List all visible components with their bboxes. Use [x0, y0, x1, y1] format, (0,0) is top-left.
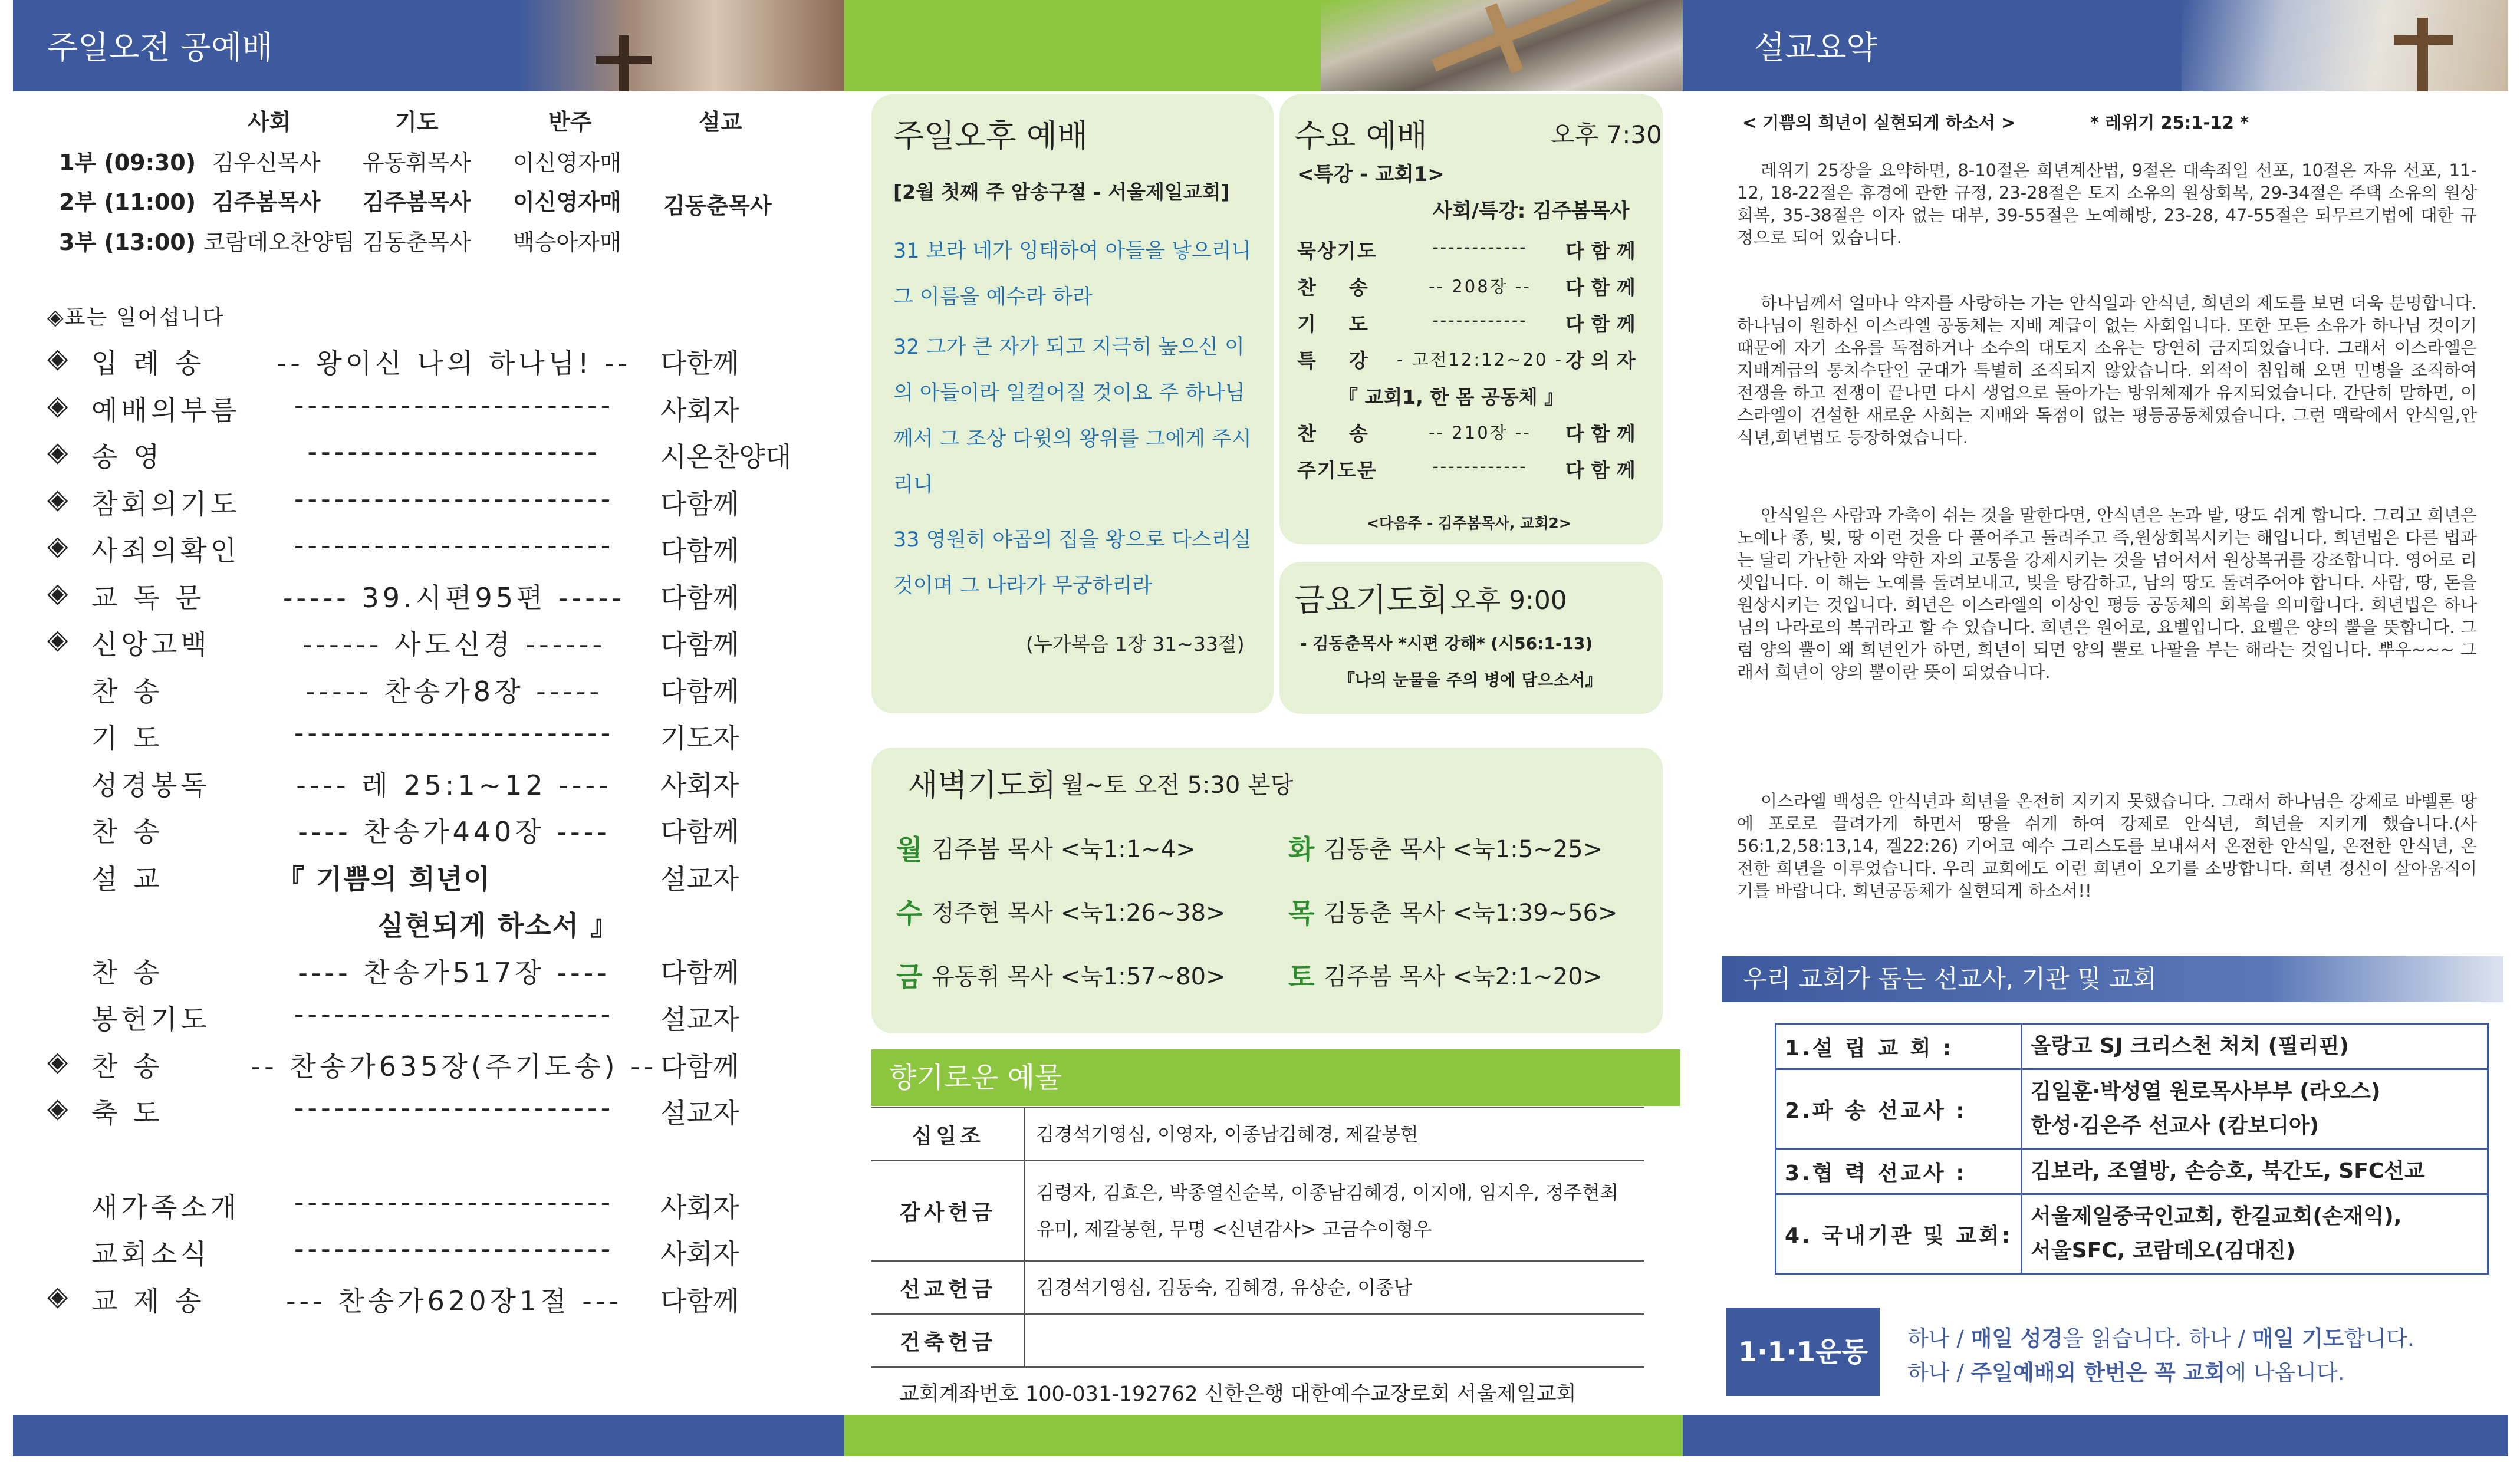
- schedule-header-prayer: 기도: [395, 109, 439, 135]
- offering-names: 김령자, 김효은, 박종열신순복, 이종남김혜경, 이지애, 임지우, 정주현최유미, 제갈봉현, 무명 <신년감사> 고금수이형우: [1025, 1161, 1644, 1261]
- standing-mark: ◈: [47, 1092, 72, 1124]
- friday-prayer-title: 금요기도회: [1294, 581, 1448, 618]
- dawn-leader-passage: 김동춘 목사 <눅1:39~56>: [1324, 900, 1618, 927]
- order-item-detail: -- 찬송가635장(주기도송) --: [251, 1050, 657, 1082]
- order-item: [47, 764, 796, 805]
- schedule-accompanist-1: 이신영자매: [513, 150, 621, 176]
- order-item: [47, 1092, 796, 1133]
- schedule-prayer-1: 유동휘목사: [363, 150, 471, 176]
- standing-note: ◈표는 일어섭니다: [47, 305, 225, 330]
- wednesday-item-name: 기 도: [1297, 312, 1369, 335]
- offering-label: 감사헌금: [871, 1161, 1025, 1261]
- standing-mark: ◈: [47, 1045, 72, 1077]
- schedule-host-3: 코람데오찬양팀: [203, 229, 355, 255]
- movement-line-1: [1907, 1321, 2414, 1352]
- mission-entries: 김일훈·박성열 원로목사부부 (라오스) 한성·김은주 선교사 (캄보디아): [2022, 1069, 2488, 1149]
- order-item-detail: ----------------------: [307, 436, 601, 467]
- wednesday-item-detail: ------------: [1432, 237, 1528, 257]
- schedule-prayer-2: 김주봄목사: [363, 189, 471, 215]
- order-item: [47, 577, 796, 618]
- order-item-detail: ---- 레 25:1~12 ----: [296, 769, 612, 801]
- standing-mark: ◈: [47, 436, 72, 467]
- order-item-leader: 사회자: [660, 769, 739, 801]
- schedule-host-1: 김우신목사: [212, 150, 321, 176]
- offering-names: [1025, 1314, 1644, 1367]
- order-item-name: 참회의기도: [91, 488, 241, 520]
- order-item-detail: ----- 찬송가8장 -----: [305, 675, 603, 707]
- order-item-name: 찬 송: [91, 1050, 163, 1082]
- header-photo-left: [519, 0, 844, 91]
- wednesday-next-week: <다음주 - 김주봄목사, 교회2>: [1367, 515, 1571, 532]
- header-photo-right: [2182, 0, 2508, 91]
- order-item-name: 축 도: [91, 1097, 163, 1129]
- dawn-leader-passage: 김주봄 목사 <눅1:1~4>: [932, 836, 1196, 863]
- dawn-day: 목: [1288, 897, 1315, 929]
- wednesday-item-name: 주기도문: [1297, 459, 1377, 482]
- order-item-leader: 설교자: [660, 1003, 739, 1035]
- order-item-leader: 기도자: [660, 722, 739, 754]
- offering-names: 김경석기영심, 김동숙, 김혜경, 유상순, 이종남: [1025, 1261, 1644, 1314]
- order-item-leader: 시온찬양대: [660, 441, 792, 473]
- order-item: [47, 998, 796, 1039]
- order-item: [47, 717, 796, 758]
- order-item-detail: ------------------------: [294, 388, 614, 421]
- order-item-detail: ------------------------: [294, 529, 614, 561]
- memory-verse-31: 31 보라 네가 잉태하여 아들을 낳으리니 그 이름을 예수라 하라: [893, 239, 1252, 309]
- dawn-leader-passage: 김동춘 목사 <눅1:5~25>: [1324, 836, 1603, 863]
- order-item: [47, 1186, 796, 1227]
- order-item-leader: 다함께: [660, 488, 739, 520]
- order-item: [47, 858, 796, 899]
- order-item-name: 교회소식: [91, 1238, 210, 1270]
- memory-verse-reference: (누가복음 1장 31~33절): [1026, 633, 1245, 656]
- footer-bar-middle: [844, 1415, 1683, 1456]
- wednesday-item-leader: 다 함 께: [1565, 276, 1636, 299]
- wednesday-item-name: 특 강: [1297, 349, 1369, 372]
- order-item-name: 찬 송: [91, 816, 163, 848]
- order-item: [47, 811, 796, 852]
- offering-label: 십일조: [871, 1108, 1025, 1161]
- order-item-leader: 사회자: [660, 1238, 739, 1270]
- wednesday-item-leader: 다 함 께: [1565, 239, 1636, 262]
- schedule-accompanist-3: 백승아자매: [513, 229, 621, 255]
- dawn-prayer-time: 월~토 오전 5:30 본당: [1061, 772, 1294, 799]
- schedule-service-3: 3부 (13:00): [59, 229, 196, 255]
- missions-header: 우리 교회가 돕는 선교사, 기관 및 교회: [1722, 956, 2503, 1002]
- order-item-detail: ------------------------: [294, 1186, 614, 1218]
- order-item-detail: ---- 찬송가440장 ----: [298, 816, 610, 848]
- order-item-name: 송 영: [91, 441, 163, 473]
- standing-mark: ◈: [47, 388, 72, 421]
- order-item: [47, 1045, 796, 1086]
- order-item-name: 설 교: [91, 862, 163, 895]
- memory-verse-subtitle: [2월 첫째 주 암송구절 - 서울제일교회]: [893, 180, 1230, 203]
- offering-label: 선교헌금: [871, 1261, 1025, 1314]
- order-item-name: 찬 송: [91, 956, 163, 989]
- order-item: [47, 483, 796, 524]
- movement-line-2: [1907, 1355, 2345, 1387]
- order-item-name: 예배의부름: [91, 394, 241, 426]
- dawn-day: 월: [896, 834, 923, 865]
- order-item: [47, 342, 796, 383]
- order-item: [47, 389, 796, 430]
- wednesday-special-label: <특강 - 교회1>: [1297, 163, 1445, 186]
- wednesday-item-name: 묵상기도: [1297, 239, 1377, 262]
- order-item-leader: 사회자: [660, 1191, 739, 1223]
- schedule-header-host: 사회: [248, 109, 291, 135]
- order-item-detail: 『 기쁨의 희년이: [277, 862, 491, 895]
- memory-verse-33: 33 영원히 야곱의 집을 왕으로 다스리실 것이며 그 나라가 무궁하리라: [893, 528, 1252, 598]
- order-item: [47, 436, 796, 477]
- standing-mark: ◈: [47, 342, 72, 374]
- wednesday-item-detail: -- 208장 --: [1429, 276, 1531, 297]
- mission-entries: 서울제일중국인교회, 한길교회(손재익), 서울SFC, 코람데오(김대진): [2022, 1194, 2488, 1274]
- wednesday-item-leader: 다 함 께: [1565, 459, 1636, 482]
- footer-bar-left: [13, 1415, 844, 1456]
- order-item-name: 성경봉독: [91, 769, 210, 801]
- order-item: [47, 1280, 796, 1321]
- movement-line-1-c: 을 읽습니다. 하나 /: [2062, 1326, 2252, 1351]
- mission-category: 1.설 립 교 회 :: [1776, 1024, 2022, 1069]
- friday-prayer-theme: 『나의 눈물을 주의 병에 담으소서』: [1338, 670, 1602, 690]
- mission-row: [1776, 1149, 2488, 1194]
- order-item-detail: ------ 사도신경 ------: [302, 628, 606, 660]
- standing-mark: ◈: [47, 623, 72, 655]
- wednesday-item-leader: 다 함 께: [1565, 422, 1636, 445]
- dawn-day: 화: [1288, 834, 1315, 865]
- header-title-right: 설교요약: [1754, 29, 1877, 66]
- mission-category: 2.파 송 선교사 :: [1776, 1069, 2022, 1149]
- offering-names: 김경석기영심, 이영자, 이종남김혜경, 제갈봉현: [1025, 1108, 1644, 1161]
- standing-mark: ◈: [47, 482, 72, 515]
- movement-line-1-e: 합니다.: [2344, 1326, 2414, 1351]
- order-item-name: 찬 송: [91, 675, 163, 707]
- wednesday-service-title: 수요 예배: [1294, 117, 1427, 154]
- order-item-name: 교 독 문: [91, 581, 205, 614]
- offering-row: [871, 1314, 1644, 1367]
- wednesday-item-detail: - 고전12:12~20 -: [1396, 350, 1564, 370]
- order-item-leader: 다한께: [660, 347, 739, 379]
- order-item-detail: ------------------------: [294, 998, 614, 1030]
- order-item-leader: 사회자: [660, 394, 739, 426]
- order-item-detail: ------------------------: [294, 482, 614, 515]
- friday-prayer-speaker: - 김동춘목사 *시편 강해* (시56:1-13): [1300, 634, 1593, 653]
- order-item-name: 교 제 송: [91, 1285, 205, 1317]
- dawn-day: 수: [896, 897, 923, 929]
- order-item-leader: 다함께: [660, 675, 739, 707]
- order-item-name: 봉헌기도: [91, 1003, 210, 1035]
- memory-verse-32: 32 그가 큰 자가 되고 지극히 높으신 이의 아들이라 일컬어질 것이요 주 하나님께서 그 조상 다윗의 왕위를 그에게 주시리니: [893, 335, 1252, 497]
- order-item: [47, 904, 796, 946]
- order-item-leader: 다함께: [660, 1285, 739, 1317]
- order-item-detail: --- 찬송가620장1절 ---: [285, 1285, 623, 1317]
- order-item-detail: ------------------------: [294, 1092, 614, 1124]
- afternoon-service-title: 주일오후 예배: [893, 117, 1088, 154]
- movement-church-attendance: 주일예배외 한번은 꼭 교회: [1970, 1360, 2226, 1385]
- wednesday-item-name: 찬 송: [1297, 276, 1369, 299]
- movement-bible-reading: 매일 성경: [1970, 1326, 2063, 1351]
- dawn-leader-passage: 김주봄 목사 <눅2:1~20>: [1324, 963, 1603, 990]
- sermon-paragraph-3: 안식일은 사람과 가축이 쉬는 것을 말한다면, 안식년은 논과 밭, 땅도 쉬게 합니다. 그리고 희년은 노예나 종, 빚, 땅 이런 것을 다 풀어주고 돌려주고 즉,원상회복시키는 해입니다. 희년법은 다른 법과는 달리 가난한 자와 약한 자의 고통을 강제시키는 것을 넘어서서 원상복귀를 강조합니다. 영어로 리셋입니다. 이 해는 노예를 돌려보내고, 빚을 탕감하고, 남의 땅도 돌려주어야 합니다. 사람, 땅, 돈을 원상시키는 것입니다. 희년은 이스라엘의 이상인 평등 공동체의 회복을 의미합니다. 희년법은 하나님의 나라로의 복귀라고 할 수 있습니다. 희년은 원어로, 요벨입니다. 요벨은 양의 뿔을 뜻합니다. 그럼 양의 뿔이 왜 희년인가 하면, 희년이 되면 양의 뿔로 나팔을 부는 해라는 것입니다. 뿌우~~~ 그래서 희년이 양의 뿔이란 뜻이 되었습니다.: [1737, 505, 2477, 682]
- order-item-name: 사죄의확인: [91, 535, 241, 567]
- order-item-name: 신앙고백: [91, 628, 210, 660]
- order-item-name: 기 도: [91, 722, 163, 754]
- order-item: [47, 670, 796, 712]
- schedule-header-accompanist: 반주: [548, 109, 592, 135]
- offerings-header: 향기로운 예물: [871, 1049, 1680, 1106]
- mission-entries: 김보라, 조열방, 손승호, 북간도, SFC선교: [2022, 1149, 2488, 1194]
- offerings-table: [871, 1107, 1644, 1368]
- standing-mark: ◈: [47, 529, 72, 561]
- dawn-day: 금: [896, 961, 923, 993]
- wednesday-item-leader: 강 의 자: [1565, 349, 1636, 372]
- order-item-leader: 설교자: [660, 1097, 739, 1129]
- mission-row: [1776, 1069, 2488, 1149]
- sermon-paragraph-1: 레위기 25장을 요약하면, 8-10절은 희년계산법, 9절은 대속죄일 선포, 10절은 자유 선포, 11-12, 18-22절은 휴경에 관한 규정, 23-28절은 토지 소유의 원상회복, 29-34절은 주택 소유의 원상회복, 35-38절은 이자 없는 대부, 39-55절은 노예해방, 23-28, 47-55절은 되무르기법에 대한 규정으로 되어 있습니다.: [1737, 160, 2477, 248]
- mission-entries: 올랑고 SJ 크리스천 처치 (필리핀): [2022, 1024, 2488, 1069]
- order-item-leader: 다함께: [660, 816, 739, 848]
- header-title-left: 주일오전 공예배: [47, 29, 273, 66]
- church-account: 교회계좌번호 100-031-192762 신한은행 대한예수교장로회 서울제일교회: [899, 1382, 1577, 1406]
- movement-line-2-a: 하나 /: [1907, 1360, 1971, 1385]
- offering-label: 건축헌금: [871, 1314, 1025, 1367]
- offering-row: [871, 1108, 1644, 1161]
- schedule-accompanist-2: 이신영자매: [513, 189, 621, 215]
- order-item-detail: ----- 39.시편95편 -----: [282, 581, 626, 614]
- wednesday-item-detail: -- 210장 --: [1429, 423, 1531, 443]
- mission-category: 3.협 력 선교사 :: [1776, 1149, 2022, 1194]
- wednesday-item-detail: ------------: [1432, 310, 1528, 330]
- order-item-leader: 설교자: [660, 862, 739, 895]
- sermon-title: < 기쁨의 희년이 실현되게 하소서 >: [1742, 113, 2016, 133]
- order-item-detail: ------------------------: [294, 717, 614, 749]
- wednesday-service-time: 오후 7:30: [1551, 120, 1662, 149]
- mission-category: 4. 국내기관 및 교회:: [1776, 1194, 2022, 1274]
- schedule-header-preacher: 설교: [699, 109, 742, 135]
- order-item-detail: -- 왕이신 나의 하나님! --: [277, 347, 631, 379]
- movement-line-1-a: 하나 /: [1907, 1326, 1971, 1351]
- sermon-reference: * 레위기 25:1-12 *: [2090, 113, 2249, 133]
- footer-bar-right: [1683, 1415, 2508, 1456]
- schedule-host-2: 김주봄목사: [212, 189, 321, 215]
- order-item-detail: 실현되게 하소서 』: [377, 910, 619, 941]
- header-photo-middle: [1321, 0, 1683, 91]
- standing-mark: ◈: [47, 576, 72, 608]
- order-item-name: 입 례 송: [91, 347, 205, 379]
- order-item-leader: 다함께: [660, 535, 739, 567]
- order-item-name: 새가족소개: [91, 1191, 241, 1223]
- dawn-day: 토: [1288, 961, 1315, 993]
- schedule-service-1: 1부 (09:30): [59, 150, 196, 176]
- movement-prayer: 매일 기도: [2252, 1326, 2344, 1351]
- schedule-prayer-3: 김동춘목사: [363, 229, 471, 255]
- movement-line-2-c: 에 나옵니다.: [2225, 1360, 2345, 1385]
- schedule-preacher: 김동춘목사: [663, 193, 772, 219]
- offering-row: [871, 1261, 1644, 1314]
- offering-row: [871, 1161, 1644, 1261]
- sermon-paragraph-2: 하나님께서 얼마나 약자를 사랑하는 가는 안식일과 안식년, 희년의 제도를 보면 더욱 분명합니다. 하나님이 원하신 이스라엘 공동체는 지배 계급이 없는 사회입니다. 또한 모든 소유가 하나님 것이기 때문에 자기 소유를 독점하거나 소수의 대토지 소유는 당연히 금지되었습니다. 그래서 이스라엘은 지배계급의 통치수단인 군대가 특별히 조직되지 않았습니다. 외적이 침입해 오면 민병을 조직하여 전쟁을 하고 전쟁이 끝나면 다시 생업으로 돌아가는 방위체제가 유지되었습니다. 간단히 말하면, 이스라엘이 건설한 새로운 사회는 지배와 독점이 없는 평등공동체였습니다. 그런 맥락에서 안식일,안식년,희년법도 등장하였습니다.: [1737, 293, 2477, 447]
- mission-row: [1776, 1194, 2488, 1274]
- dawn-prayer-title: 새벽기도회: [908, 768, 1057, 804]
- order-item: [47, 1233, 796, 1274]
- order-item: [47, 623, 796, 664]
- wednesday-item-leader: 다 함 께: [1565, 312, 1636, 335]
- one-one-one-movement-badge: 1·1·1운동: [1726, 1308, 1880, 1396]
- wednesday-host: 사회/특강: 김주봄목사: [1433, 199, 1630, 223]
- missions-table: [1775, 1023, 2489, 1275]
- order-item-leader: 다함께: [660, 628, 739, 660]
- order-item-leader: 다함께: [660, 1050, 739, 1082]
- schedule-service-2: 2부 (11:00): [59, 189, 196, 215]
- dawn-leader-passage: 정주현 목사 <눅1:26~38>: [932, 900, 1226, 927]
- wednesday-item-name: 찬 송: [1297, 422, 1369, 445]
- dawn-leader-passage: 유동휘 목사 <눅1:57~80>: [932, 963, 1226, 990]
- order-item-detail: ---- 찬송가517장 ----: [298, 956, 610, 989]
- order-item: [47, 951, 796, 993]
- order-item: [47, 529, 796, 571]
- wednesday-item-detail: 『 교회1, 한 몸 공동체 』: [1338, 386, 1564, 409]
- order-item-detail: ------------------------: [294, 1233, 614, 1265]
- standing-mark: ◈: [47, 1279, 72, 1312]
- order-item-leader: 다함께: [660, 581, 739, 614]
- sermon-paragraph-4: 이스라엘 백성은 안식년과 희년을 온전히 지키지 못했습니다. 그래서 하나님은 강제로 바벨론 땅에 포로로 끌려가게 하면서 땅을 쉬게 하여 강제로 안식년, 희년을 지키게 했습니다.(사56:1,2,58:13,14, 겔22:26) 기어코 예수 그리스도를 보내셔서 온전한 안식일, 온전한 안식년, 온전한 희년을 이루었습니다. 우리 교회에도 이런 희년이 오기를 소망합니다. 희년 정신이 살아움직이기를 바랍니다. 희년공동체가 실현되게 하소서!!: [1737, 791, 2477, 901]
- wednesday-item-detail: ------------: [1432, 456, 1528, 476]
- mission-row: [1776, 1024, 2488, 1069]
- friday-prayer-time: 오후 9:00: [1450, 585, 1567, 615]
- order-item-leader: 다함께: [660, 956, 739, 989]
